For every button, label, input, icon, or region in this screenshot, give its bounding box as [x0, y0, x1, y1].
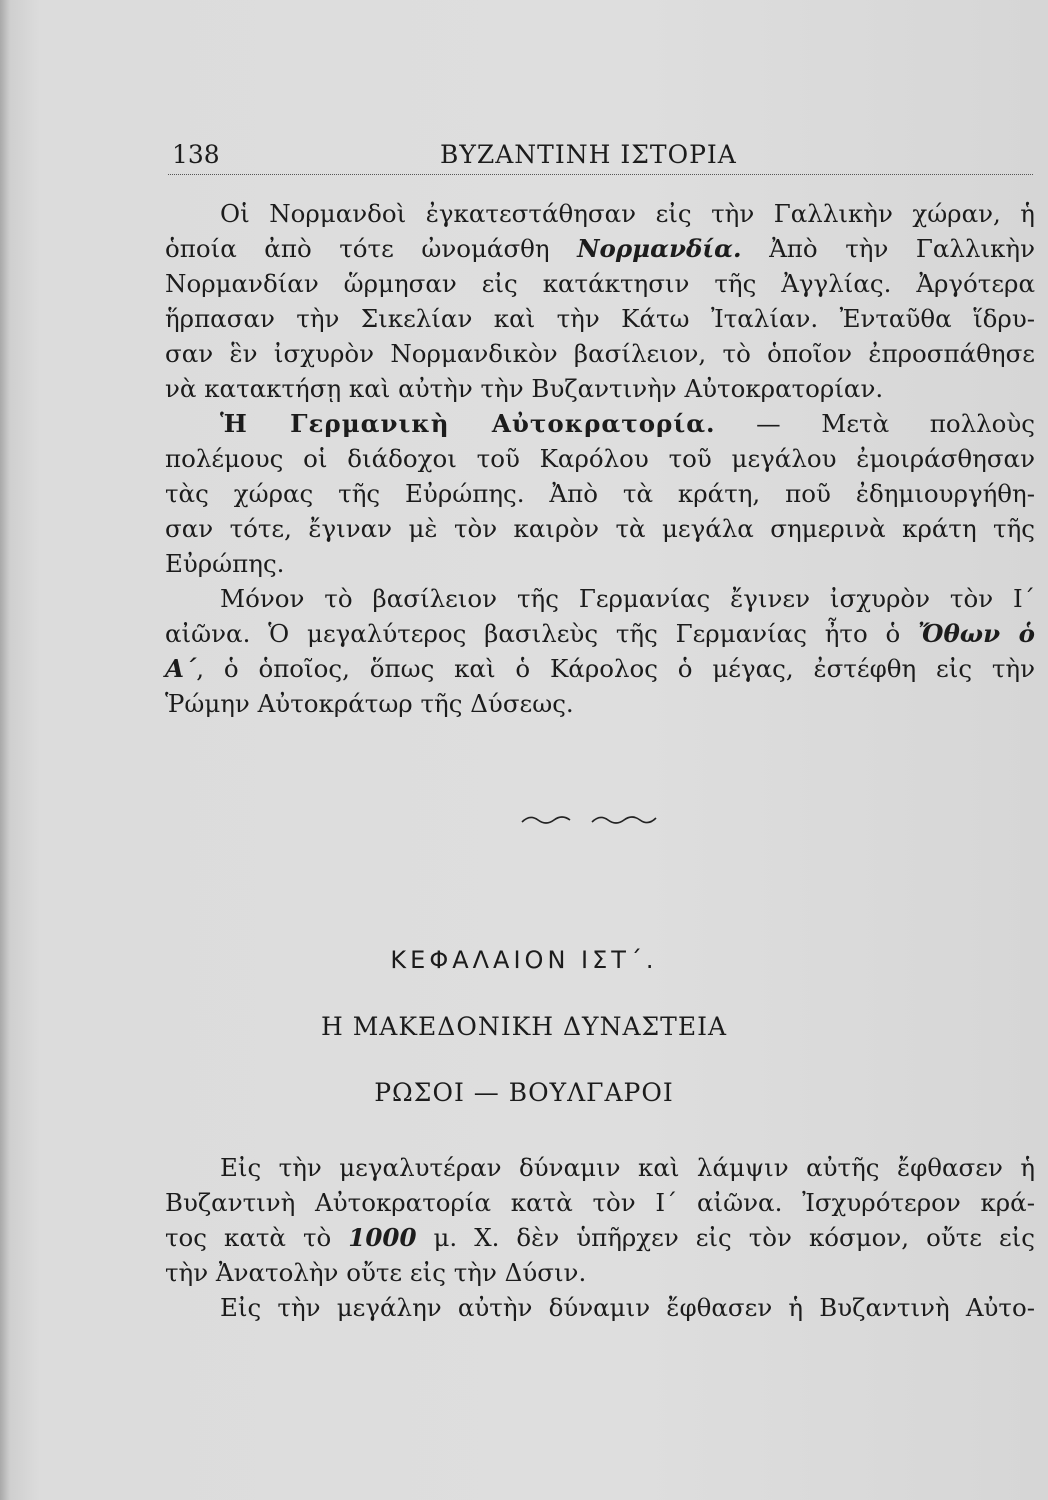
text-line: Οἱ Νορμανδοὶ ἐγκατεστάθησαν εἰς τὴν Γαλλικὴν χώραν, ἡ	[220, 199, 1035, 228]
emphasized-term: Νορμανδία.	[577, 234, 742, 263]
text-line: Εἰς τὴν μεγάλην αὐτὴν δύναμιν ἔφθασεν ἡ Βυζαντινὴ Αὐτο-	[220, 1293, 1035, 1322]
paragraph-macedonian	[165, 1150, 1035, 1325]
chapter-subtitle: ΡΩΣΟΙ — ΒΟΥΛΓΑΡΟΙ	[374, 1078, 674, 1107]
chapter-title: Η ΜΑΚΕΔΟΝΙΚΗ ΔΥΝΑΣΤΕΙΑ	[320, 1012, 728, 1041]
text-line: αἰῶνα. Ὁ μεγαλύτερος βασιλεὺς τῆς Γερμανίας ἦτο ὁ Ὄθων ὁ	[165, 619, 1035, 648]
text-line: Βυζαντινὴ Αὐτοκρατορία κατὰ τὸν Ι΄ αἰῶνα. Ἰσχυρότερον κρά-	[165, 1188, 1035, 1217]
text-line: νὰ κατακτήσῃ καὶ αὐτὴν τὴν Βυζαντινὴν Αὐτοκρατορίαν.	[165, 374, 884, 403]
section-heading: Ἡ Γερμανικὴ Αὐτοκρατορία.	[220, 409, 716, 438]
text-line: τὰς χώρας τῆς Εὐρώπης. Ἀπὸ τὰ κράτη, ποῦ ἐδημιουργήθη-	[165, 479, 1035, 508]
text-line: Ἡ Γερμανικὴ Αὐτοκρατορία. — Μετὰ πολλοὺς	[220, 409, 1036, 438]
text-line: Νορμανδίαν ὥρμησαν εἰς κατάκτησιν τῆς Ἀγγλίας. Ἀργότερα	[165, 269, 1035, 298]
paragraph-otto	[165, 581, 1035, 721]
text-line: Εὐρώπης.	[165, 549, 285, 578]
chapter-label: ΚΕΦΑΛΑΙΟΝ ΙΣΤ΄.	[390, 946, 658, 974]
text-line: ἥρπασαν τὴν Σικελίαν καὶ τὴν Κάτω Ἰταλίαν. Ἐνταῦθα ἵδρυ-	[165, 304, 1035, 333]
page-header	[168, 140, 1033, 175]
emphasized-term: Ὄθων ὁ	[918, 619, 1035, 648]
page-number: 138	[172, 140, 220, 169]
emphasized-year: 1000	[348, 1223, 417, 1252]
text-line: Ῥώμην Αὐτοκράτωρ τῆς Δύσεως.	[165, 689, 574, 718]
text-line: τος κατὰ τὸ 1000 μ. Χ. δὲν ὑπῆρχεν εἰς τὸν κόσμον, οὔτε εἰς	[165, 1223, 1036, 1252]
paragraph-normans	[165, 196, 1035, 406]
text-line: Εἰς τὴν μεγαλυτέραν δύναμιν καὶ λάμψιν αὐτῆς ἔφθασεν ἡ	[220, 1153, 1035, 1182]
text-line: σαν ἓν ἰσχυρὸν Νορμανδικὸν βασίλειον, τὸ ὁποῖον ἐπροσπάθησε	[165, 339, 1035, 368]
tilde-ornament	[520, 808, 660, 832]
text-line: τὴν Ἀνατολὴν οὔτε εἰς τὴν Δύσιν.	[165, 1258, 587, 1287]
text-line: πολέμους οἱ διάδοχοι τοῦ Καρόλου τοῦ μεγάλου ἐμοιράσθησαν	[165, 444, 1035, 473]
emphasized-term: Α΄	[165, 654, 197, 683]
paragraph-german-empire	[165, 406, 1035, 581]
text-line: Α΄, ὁ ὁποῖος, ὅπως καὶ ὁ Κάρολος ὁ μέγας, ἐστέφθη εἰς τὴν	[165, 654, 1035, 683]
text-line: ὁποία ἀπὸ τότε ὠνομάσθη Νορμανδία. Ἀπὸ τὴν Γαλλικὴν	[165, 234, 1035, 263]
running-title: ΒΥΖΑΝΤΙΝΗ ΙΣΤΟΡΙΑ	[440, 140, 737, 169]
text-line: σαν τότε, ἔγιναν μὲ τὸν καιρὸν τὰ μεγάλα σημερινὰ κράτη τῆς	[165, 514, 1035, 543]
text-line: Μόνον τὸ βασίλειον τῆς Γερμανίας ἔγινεν ἰσχυρὸν τὸν Ι΄	[220, 584, 1035, 613]
